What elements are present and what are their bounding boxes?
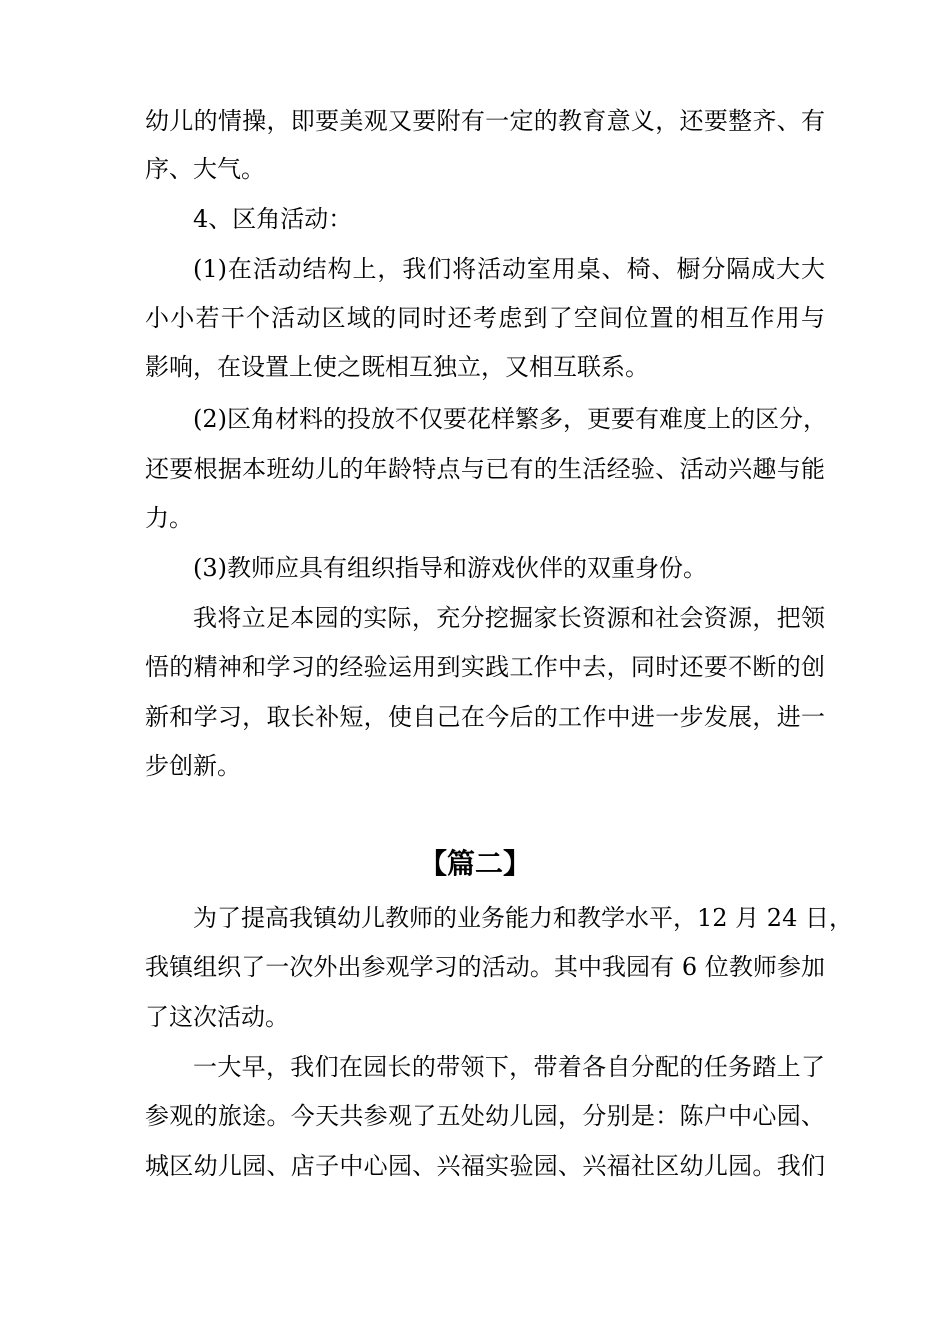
paragraph-line: 城区幼儿园、店子中心园、兴福实验园、兴福社区幼儿园。我们: [145, 1152, 825, 1180]
list-item-line: (3)教师应具有组织指导和游戏伙伴的双重身份。: [193, 554, 707, 582]
list-item-line: 力。: [145, 504, 193, 532]
list-item-line: (2)区角材料的投放不仅要花样繁多，更要有难度上的区分，: [193, 405, 827, 433]
list-item-line: 还要根据本班幼儿的年龄特点与已有的生活经验、活动兴趣与能: [145, 455, 825, 483]
list-item-line: (1)在活动结构上，我们将活动室用桌、椅、橱分隔成大大: [193, 255, 825, 283]
paragraph-line: 一大早，我们在园长的带领下，带着各自分配的任务踏上了: [193, 1053, 825, 1081]
paragraph-line: 新和学习，取长补短，使自己在今后的工作中进一步发展，进一: [145, 703, 825, 731]
paragraph-line: 步创新。: [145, 752, 241, 780]
paragraph-line: 我镇组织了一次外出参观学习的活动。其中我园有 6 位教师参加: [145, 953, 825, 981]
list-item-line: 小小若干个活动区域的同时还考虑到了空间位置的相互作用与: [145, 304, 825, 332]
list-item-line: 影响，在设置上使之既相互独立，又相互联系。: [145, 353, 649, 381]
paragraph-line: 参观的旅途。今天共参观了五处幼儿园，分别是：陈户中心园、: [145, 1102, 825, 1130]
paragraph-line: 了这次活动。: [145, 1003, 289, 1031]
paragraph-line: 序、大气。: [145, 155, 265, 183]
paragraph-line: 悟的精神和学习的经验运用到实践工作中去，同时还要不断的创: [145, 653, 825, 681]
paragraph-line: 为了提高我镇幼儿教师的业务能力和教学水平，12 月 24 日，: [193, 904, 853, 932]
paragraph-line: 我将立足本园的实际，充分挖掘家长资源和社会资源，把领: [193, 604, 825, 632]
section-heading: 【篇二】: [418, 847, 531, 880]
paragraph-line: 幼儿的情操，即要美观又要附有一定的教育意义，还要整齐、有: [145, 107, 825, 135]
subheading: 4、区角活动：: [193, 205, 353, 233]
